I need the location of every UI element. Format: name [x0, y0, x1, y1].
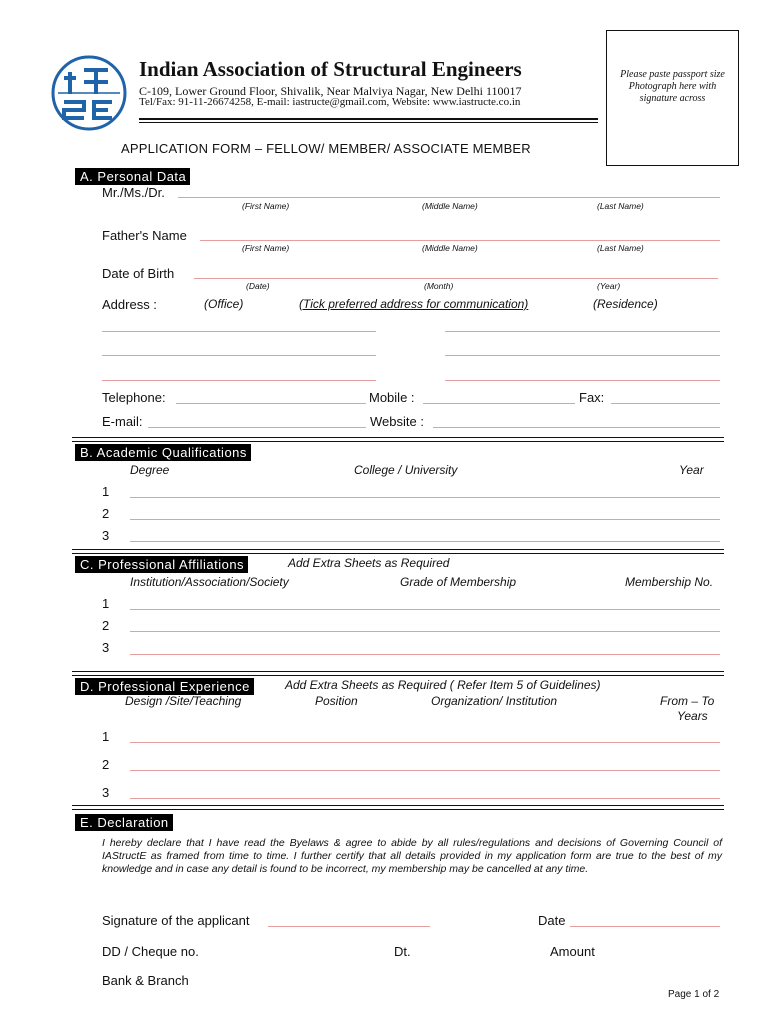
- section-rule-d: [72, 671, 724, 676]
- experience-row-1-num: 1: [102, 729, 110, 744]
- office-address-line-1[interactable]: [102, 331, 376, 332]
- section-a-heading: A. Personal Data: [75, 168, 190, 185]
- grade-col: Grade of Membership: [400, 575, 517, 589]
- dob-year-hint: (Year): [597, 281, 621, 291]
- telephone-label: Telephone:: [102, 390, 166, 405]
- dob-label: Date of Birth: [102, 266, 175, 281]
- dob-month-hint: (Month): [424, 281, 454, 291]
- org-address: C-109, Lower Ground Floor, Shivalik, Near Malviya Nagar, New Delhi 110017: [139, 84, 522, 98]
- years-col: Years: [677, 709, 708, 723]
- section-b-heading: B. Academic Qualifications: [75, 444, 251, 461]
- office-address-line-3[interactable]: [102, 380, 376, 381]
- office-address-line-2[interactable]: [102, 355, 376, 356]
- office-label: (Office): [204, 297, 244, 311]
- signature-line[interactable]: [268, 926, 430, 927]
- tick-note: (Tick preferred address for communication): [299, 297, 529, 311]
- last-name-hint: (Last Name): [597, 201, 644, 211]
- address-label: Address :: [102, 297, 157, 312]
- affiliation-row-2-num: 2: [102, 618, 110, 633]
- section-rule-c: [72, 549, 724, 554]
- from-to-col: From – To: [660, 694, 715, 708]
- affiliation-row-1-line[interactable]: [130, 609, 720, 610]
- section-e-heading: E. Declaration: [75, 814, 173, 831]
- academic-row-3-line[interactable]: [130, 541, 720, 542]
- academic-row-2-line[interactable]: [130, 519, 720, 520]
- telephone-line[interactable]: [176, 403, 366, 404]
- academic-row-1-num: 1: [102, 484, 110, 499]
- affiliation-row-3-line[interactable]: [130, 654, 720, 655]
- fax-label: Fax:: [579, 390, 605, 405]
- experience-row-2-num: 2: [102, 757, 110, 772]
- iastructe-logo-icon: [50, 54, 128, 132]
- college-col: College / University: [354, 463, 458, 477]
- website-line[interactable]: [433, 427, 720, 428]
- section-rule-b: [72, 437, 724, 442]
- father-middle-hint: (Middle Name): [422, 243, 478, 253]
- experience-row-3-num: 3: [102, 785, 110, 800]
- mobile-line[interactable]: [423, 403, 575, 404]
- declaration-text: I hereby declare that I have read the Byelaws & agree to abide by all rules/regulations and decisions of Governing Council of IAStructE as framed from time to time. I further certify that all details provided in my application form are true to the best of my knowledge and in case any detail is found to be incorrect, my membership may be cancelled at any time.: [102, 837, 722, 875]
- fax-line[interactable]: [611, 403, 720, 404]
- residence-address-line-3[interactable]: [445, 380, 720, 381]
- affiliation-row-1-num: 1: [102, 596, 110, 611]
- signature-label: Signature of the applicant: [102, 913, 250, 928]
- website-label: Website :: [370, 414, 424, 429]
- experience-row-1-line[interactable]: [130, 742, 720, 743]
- institution-col: Institution/Association/Society: [130, 575, 289, 589]
- position-col: Position: [315, 694, 358, 708]
- father-first-hint: (First Name): [242, 243, 290, 253]
- form-title: APPLICATION FORM – FELLOW/ MEMBER/ ASSOCIATE MEMBER: [121, 141, 531, 156]
- membership-no-col: Membership No.: [625, 575, 714, 589]
- experience-note: Add Extra Sheets as Required ( Refer Item 5 of Guidelines): [285, 678, 601, 692]
- dob-date-hint: (Date): [246, 281, 270, 291]
- residence-address-line-1[interactable]: [445, 331, 720, 332]
- design-col: Design /Site/Teaching: [125, 694, 242, 708]
- dt-label: Dt.: [394, 944, 411, 959]
- dob-line[interactable]: [194, 278, 718, 279]
- father-last-hint: (Last Name): [597, 243, 644, 253]
- organization-col: Organization/ Institution: [431, 694, 558, 708]
- org-contact: Tel/Fax: 91-11-26674258, E-mail: iastructe@gmail.com, Website: www.iastructe.co.in: [139, 96, 521, 108]
- photo-box-text: Please paste passport size Photograph here with signature across: [620, 69, 725, 104]
- salutation-label: Mr./Ms./Dr.: [102, 185, 165, 200]
- section-rule-e: [72, 805, 724, 810]
- academic-row-2-num: 2: [102, 506, 110, 521]
- affiliation-row-3-num: 3: [102, 640, 110, 655]
- affiliation-row-2-line[interactable]: [130, 631, 720, 632]
- academic-row-1-line[interactable]: [130, 497, 720, 498]
- date-line[interactable]: [570, 926, 720, 927]
- amount-label: Amount: [550, 944, 595, 959]
- first-name-hint: (First Name): [242, 201, 290, 211]
- year-col: Year: [679, 463, 704, 477]
- bank-branch-label: Bank & Branch: [102, 973, 189, 988]
- degree-col: Degree: [130, 463, 170, 477]
- dd-cheque-label: DD / Cheque no.: [102, 944, 199, 959]
- header-rule-thin: [139, 122, 598, 123]
- experience-row-2-line[interactable]: [130, 770, 720, 771]
- org-name: Indian Association of Structural Engineers: [139, 57, 522, 81]
- residence-label: (Residence): [593, 297, 658, 311]
- mobile-label: Mobile :: [369, 390, 415, 405]
- page-number: Page 1 of 2: [668, 989, 720, 1000]
- experience-row-3-line[interactable]: [130, 798, 720, 799]
- email-line[interactable]: [148, 427, 366, 428]
- email-label: E-mail:: [102, 414, 143, 429]
- date-label: Date: [538, 913, 566, 928]
- father-name-line[interactable]: [200, 240, 720, 241]
- middle-name-hint: (Middle Name): [422, 201, 478, 211]
- section-d-heading: D. Professional Experience: [75, 678, 254, 695]
- residence-address-line-2[interactable]: [445, 355, 720, 356]
- section-c-heading: C. Professional Affiliations: [75, 556, 248, 573]
- academic-row-3-num: 3: [102, 528, 110, 543]
- name-line[interactable]: [178, 197, 720, 198]
- father-name-label: Father's Name: [102, 228, 187, 243]
- photo-box[interactable]: [606, 30, 739, 166]
- header-rule: [139, 118, 598, 120]
- affiliations-note: Add Extra Sheets as Required: [288, 556, 450, 570]
